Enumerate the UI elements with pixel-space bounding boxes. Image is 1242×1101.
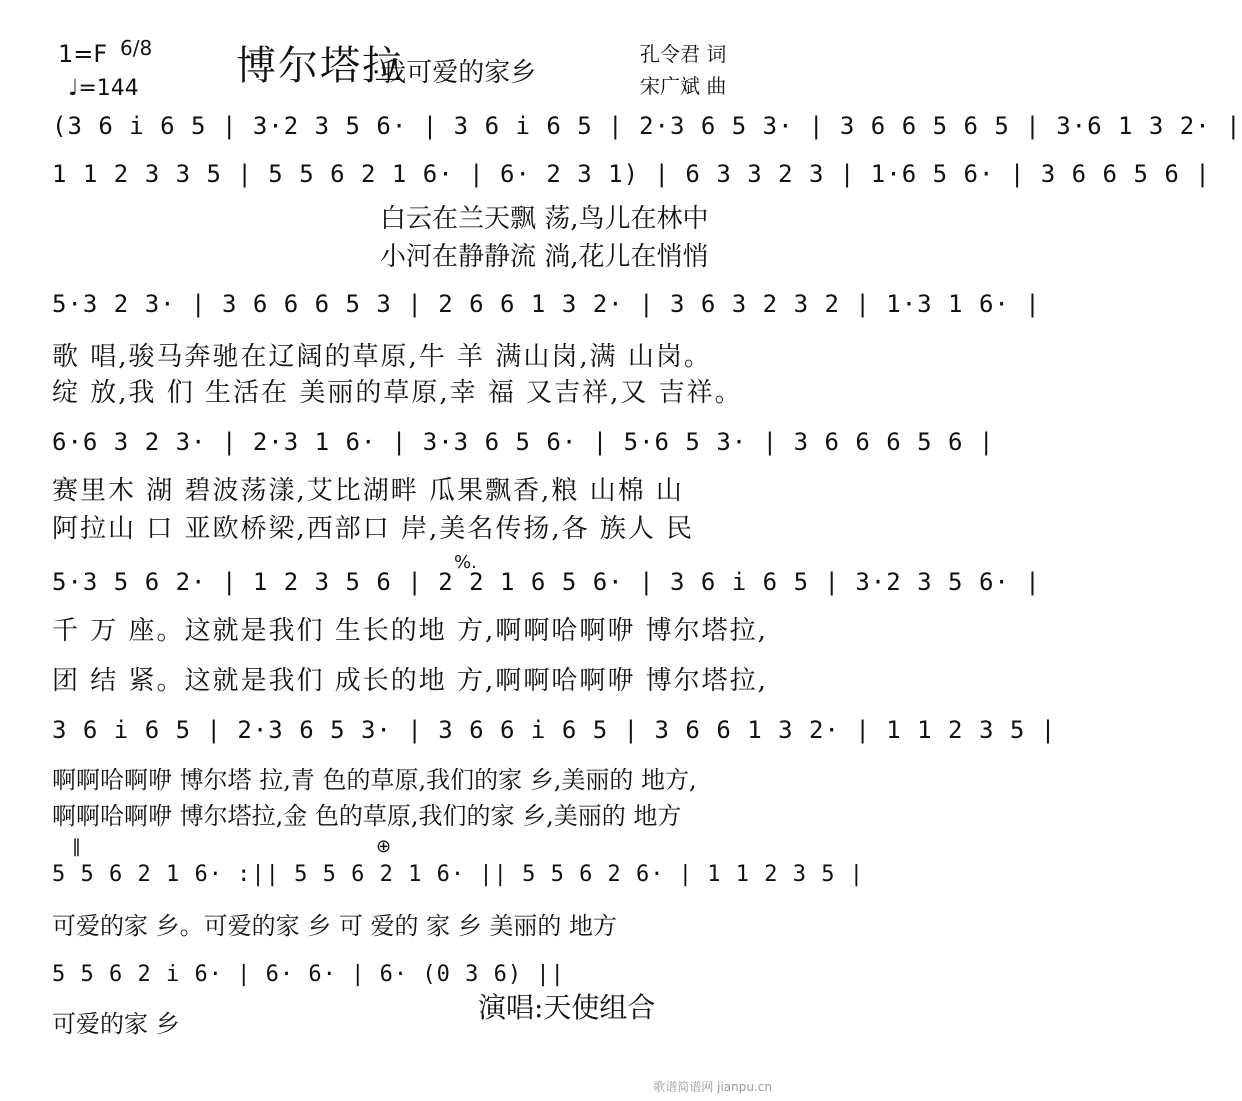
lyric-line-5a: 啊啊哈啊咿 博尔塔 拉,青 色的草原,我们的家 乡,美丽的 地方,: [52, 766, 697, 794]
lyric-line-1a: 白云在兰天飘 荡,鸟儿在林中: [380, 204, 709, 234]
lyric-line-3b: 阿拉山 口 亚欧桥梁,西部口 岸,美名传扬,各 族人 民: [52, 514, 695, 544]
notation-line-6: 3 6 i 6 5 | 2·3 6 5 3· | 3 6 6 i 6 5 | 3 6 6 1 3 2· | 1 1 2 3 5 |: [52, 716, 1057, 744]
notation-line-5: 5·3 5 6 2· | 1 2 3 5 6 | 2 2 1 6 5 6· | 3 6 i 6 5 | 3·2 3 5 6· |: [52, 568, 1041, 596]
coda-mark: ⊕: [376, 836, 392, 857]
lyric-line-7: 可爱的家 乡: [52, 1010, 180, 1038]
lyricist-credit: 孔令君 词: [640, 42, 727, 66]
performer-credit: 演唱:天使组合: [478, 991, 656, 1024]
site-watermark: 歌谱简谱网 jianpu.cn: [653, 1080, 772, 1094]
lyric-line-4a: 千 万 座。这就是我们 生长的地 方,啊啊哈啊咿 博尔塔拉,: [52, 616, 768, 646]
notation-line-4: 6·6 3 2 3· | 2·3 1 6· | 3·3 6 5 6· | 5·6 5 3· | 3 6 6 6 5 6 |: [52, 428, 995, 456]
notation-line-2: 1 1 2 3 3 5 | 5 5 6 2 1 6· | 6· 2 3 1) | 6 3 3 2 3 | 1·6 5 6· | 3 6 6 5 6 |: [52, 160, 1211, 188]
notation-line-7: 5 5 6 2 1 6· :|| 5 5 6 2 1 6· || 5 5 6 2 6· | 1 1 2 3 5 |: [52, 862, 864, 887]
lyric-line-3a: 赛里木 湖 碧波荡漾,艾比湖畔 瓜果飘香,粮 山棉 山: [52, 476, 684, 506]
segno-mark: %.: [454, 552, 477, 573]
song-subtitle: ·我可爱的家乡: [372, 58, 537, 88]
notation-line-3: 5·3 2 3· | 3 6 6 6 5 3 | 2 6 6 1 3 2· | 3 6 3 2 3 2 | 1·3 1 6· |: [52, 290, 1041, 318]
lyric-line-5b: 啊啊哈啊咿 博尔塔拉,金 色的草原,我们的家 乡,美丽的 地方: [52, 802, 682, 830]
time-signature: 6/8: [120, 36, 153, 60]
lyric-line-2a: 歌 唱,骏马奔驰在辽阔的草原,牛 羊 满山岗,满 山岗。: [52, 342, 712, 372]
composer-credit: 宋广斌 曲: [640, 74, 727, 98]
song-title: 博尔塔拉: [236, 43, 404, 89]
lyric-line-2b: 绽 放,我 们 生活在 美丽的草原,幸 福 又吉祥,又 吉祥。: [52, 378, 743, 408]
notation-line-8: 5 5 6 2 i 6· | 6· 6· | 6· (0 3 6) ||: [52, 962, 565, 987]
lyric-line-6: 可爱的家 乡。可爱的家 乡 可 爱的 家 乡 美丽的 地方: [52, 912, 618, 940]
lyric-line-4b: 团 结 紧。这就是我们 成长的地 方,啊啊哈啊咿 博尔塔拉,: [52, 666, 768, 696]
tempo-marking: ♩=144: [68, 76, 139, 101]
volta-mark: ‖: [72, 836, 81, 857]
key-signature: 1=F: [58, 40, 108, 68]
lyric-line-1b: 小河在静静流 淌,花儿在悄悄: [380, 242, 709, 272]
notation-line-1: (3 6 i 6 5 | 3·2 3 5 6· | 3 6 i 6 5 | 2·3 6 5 3· | 3 6 6 5 6 5 | 3·6 1 3 2· |: [52, 112, 1242, 140]
